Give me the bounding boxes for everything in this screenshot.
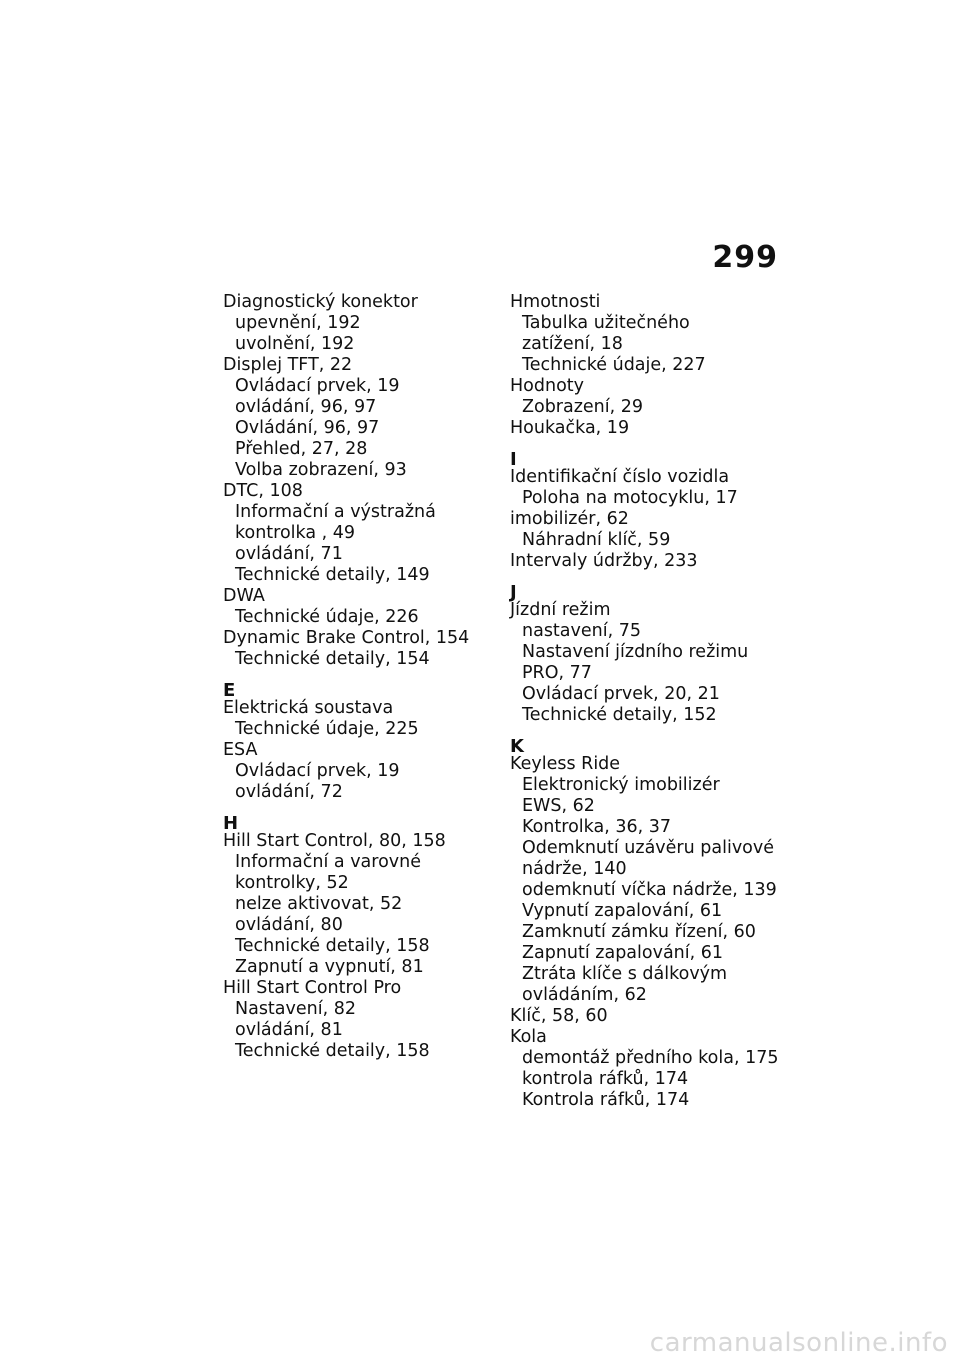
index-subentry: nelze aktivovat, 52 bbox=[235, 894, 403, 914]
index-subentry: Technické detaily, 158 bbox=[235, 936, 430, 956]
index-subentry: Ovládání, 96, 97 bbox=[235, 418, 380, 438]
index-subentry: ovládání, 72 bbox=[235, 782, 343, 802]
index-letter-heading: K bbox=[510, 736, 524, 757]
index-entry: Houkačka, 19 bbox=[510, 418, 630, 438]
index-entry: Diagnostický konektor bbox=[223, 292, 418, 312]
index-subentry: odemknutí víčka nádrže, 139 bbox=[522, 880, 777, 900]
index-entry: ESA bbox=[223, 740, 258, 760]
index-entry: Dynamic Brake Control, 154 bbox=[223, 628, 470, 648]
index-entry: Displej TFT, 22 bbox=[223, 355, 353, 375]
index-subentry: Tabulka užitečného bbox=[522, 313, 690, 333]
index-entry: DWA bbox=[223, 586, 265, 606]
index-subentry: kontrolky, 52 bbox=[235, 873, 349, 893]
index-subentry: kontrola ráfků, 174 bbox=[522, 1069, 689, 1089]
index-subentry: nádrže, 140 bbox=[522, 859, 627, 879]
index-letter-heading: E bbox=[223, 680, 236, 701]
index-entry: Intervaly údržby, 233 bbox=[510, 551, 698, 571]
index-subentry: Ovládací prvek, 19 bbox=[235, 376, 400, 396]
index-subentry: Technické údaje, 227 bbox=[522, 355, 706, 375]
index-subentry: Technické údaje, 225 bbox=[235, 719, 419, 739]
index-entry: Hmotnosti bbox=[510, 292, 601, 312]
index-subentry: demontáž předního kola, 175 bbox=[522, 1048, 779, 1068]
index-subentry: Zapnutí a vypnutí, 81 bbox=[235, 957, 424, 977]
index-subentry: Ztráta klíče s dálkovým bbox=[522, 964, 728, 984]
index-subentry: Technické údaje, 226 bbox=[235, 607, 419, 627]
index-entry: Klíč, 58, 60 bbox=[510, 1006, 608, 1026]
index-subentry: Informační a výstražná bbox=[235, 502, 436, 522]
index-subentry: ovládání, 80 bbox=[235, 915, 343, 935]
index-subentry: Ovládací prvek, 19 bbox=[235, 761, 400, 781]
index-subentry: Poloha na motocyklu, 17 bbox=[522, 488, 738, 508]
index-subentry: Volba zobrazení, 93 bbox=[235, 460, 407, 480]
index-subentry: Technické detaily, 149 bbox=[235, 565, 430, 585]
index-subentry: Ovládací prvek, 20, 21 bbox=[522, 684, 720, 704]
index-subentry: Náhradní klíč, 59 bbox=[522, 530, 671, 550]
index-subentry: Vypnutí zapalování, 61 bbox=[522, 901, 723, 921]
index-entry: Jízdní režim bbox=[510, 600, 611, 620]
index-entry: Identifikační číslo vozidla bbox=[510, 467, 730, 487]
index-subentry: ovládání, 96, 97 bbox=[235, 397, 377, 417]
index-entry: Hill Start Control, 80, 158 bbox=[223, 831, 446, 851]
page-number: 299 bbox=[712, 240, 778, 275]
index-subentry: ovládáním, 62 bbox=[522, 985, 647, 1005]
index-subentry: Kontrola ráfků, 174 bbox=[522, 1090, 690, 1110]
index-subentry: Technické detaily, 152 bbox=[522, 705, 717, 725]
index-subentry: Elektronický imobilizér bbox=[522, 775, 720, 795]
index-subentry: upevnění, 192 bbox=[235, 313, 361, 333]
index-subentry: ovládání, 71 bbox=[235, 544, 343, 564]
watermark: carmanualsonline.info bbox=[649, 1328, 948, 1358]
index-entry: imobilizér, 62 bbox=[510, 509, 629, 529]
index-subentry: kontrolka , 49 bbox=[235, 523, 356, 543]
index-entry: Kola bbox=[510, 1027, 547, 1047]
index-subentry: Nastavení, 82 bbox=[235, 999, 356, 1019]
index-subentry: Zapnutí zapalování, 61 bbox=[522, 943, 724, 963]
index-letter-heading: H bbox=[223, 813, 239, 834]
index-subentry: ovládání, 81 bbox=[235, 1020, 343, 1040]
index-entry: Keyless Ride bbox=[510, 754, 621, 774]
index-column-right bbox=[510, 292, 810, 1111]
index-subentry: Kontrolka, 36, 37 bbox=[522, 817, 671, 837]
index-subentry: Zamknutí zámku řízení, 60 bbox=[522, 922, 756, 942]
index-subentry: Technické detaily, 154 bbox=[235, 649, 430, 669]
index-subentry: Zobrazení, 29 bbox=[522, 397, 644, 417]
index-column-left bbox=[223, 292, 513, 1062]
index-subentry: PRO, 77 bbox=[522, 663, 592, 683]
index-entry: Hodnoty bbox=[510, 376, 584, 396]
index-subentry: Přehled, 27, 28 bbox=[235, 439, 368, 459]
index-subentry: EWS, 62 bbox=[522, 796, 595, 816]
index-subentry: zatížení, 18 bbox=[522, 334, 623, 354]
index-entry: Hill Start Control Pro bbox=[223, 978, 402, 998]
index-entry: Elektrická soustava bbox=[223, 698, 394, 718]
index-letter-heading: I bbox=[510, 449, 517, 470]
index-letter-heading: J bbox=[510, 582, 517, 603]
index-subentry: Informační a varovné bbox=[235, 852, 422, 872]
index-subentry: Odemknutí uzávěru palivové bbox=[522, 838, 775, 858]
index-subentry: uvolnění, 192 bbox=[235, 334, 355, 354]
index-subentry: nastavení, 75 bbox=[522, 621, 641, 641]
index-subentry: Nastavení jízdního režimu bbox=[522, 642, 749, 662]
index-entry: DTC, 108 bbox=[223, 481, 303, 501]
index-subentry: Technické detaily, 158 bbox=[235, 1041, 430, 1061]
